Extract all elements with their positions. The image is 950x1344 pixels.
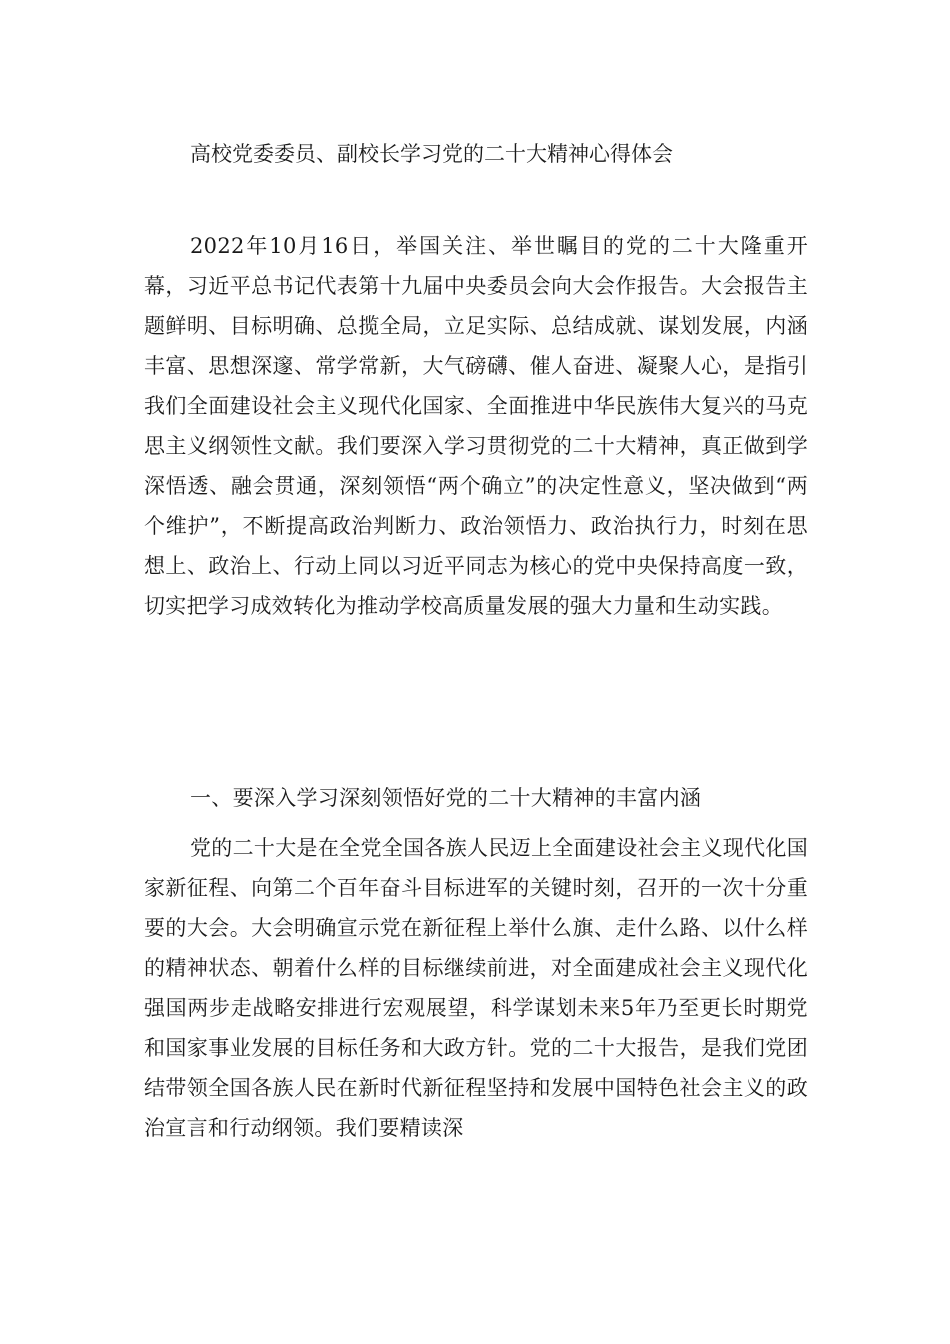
- intro-paragraph: 2022年10月16日，举国关注、举世瞩目的党的二十大隆重开幕，习近平总书记代表第十九届中央委员会向大会作报告。大会报告主题鲜明、目标明确、总揽全局，立足实际、总结成就、谋划发展，内涵丰富、思想深邃、常学常新，大气磅礴、催人奋进、凝聚人心，是指引我们全面建设社会主义现代化国家、全面推进中华民族伟大复兴的马克思主义纲领性文献。我们要深入学习贯彻党的二十大精神，真正做到学深悟透、融会贯通，深刻领悟“两个确立”的决定性意义，坚决做到“两个维护”，不断提高政治判断力、政治领悟力、政治执行力，时刻在思想上、政治上、行动上同以习近平同志为核心的党中央保持高度一致，切实把学习成效转化为推动学校高质量发展的强大力量和生动实践。: [144, 234, 808, 618]
- section-1-paragraph: 党的二十大是在全党全国各族人民迈上全面建设社会主义现代化国家新征程、向第二个百年奋斗目标进军的关键时刻，召开的一次十分重要的大会。大会明确宣示党在新征程上举什么旗、走什么路、以什么样的精神状态、朝着什么样的目标继续前进，对全面建成社会主义现代化强国两步走战略安排进行宏观展望，科学谋划未来5年乃至更长时期党和国家事业发展的目标任务和大政方针。党的二十大报告，是我们党团结带领全国各族人民在新时代新征程坚持和发展中国特色社会主义的政治宣言和行动纲领。我们要精读深: [144, 836, 808, 1140]
- section-heading-1: 一、要深入学习深刻领悟好党的二十大精神的丰富内涵: [190, 786, 702, 810]
- document-title: 高校党委委员、副校长学习党的二十大精神心得体会: [190, 142, 673, 166]
